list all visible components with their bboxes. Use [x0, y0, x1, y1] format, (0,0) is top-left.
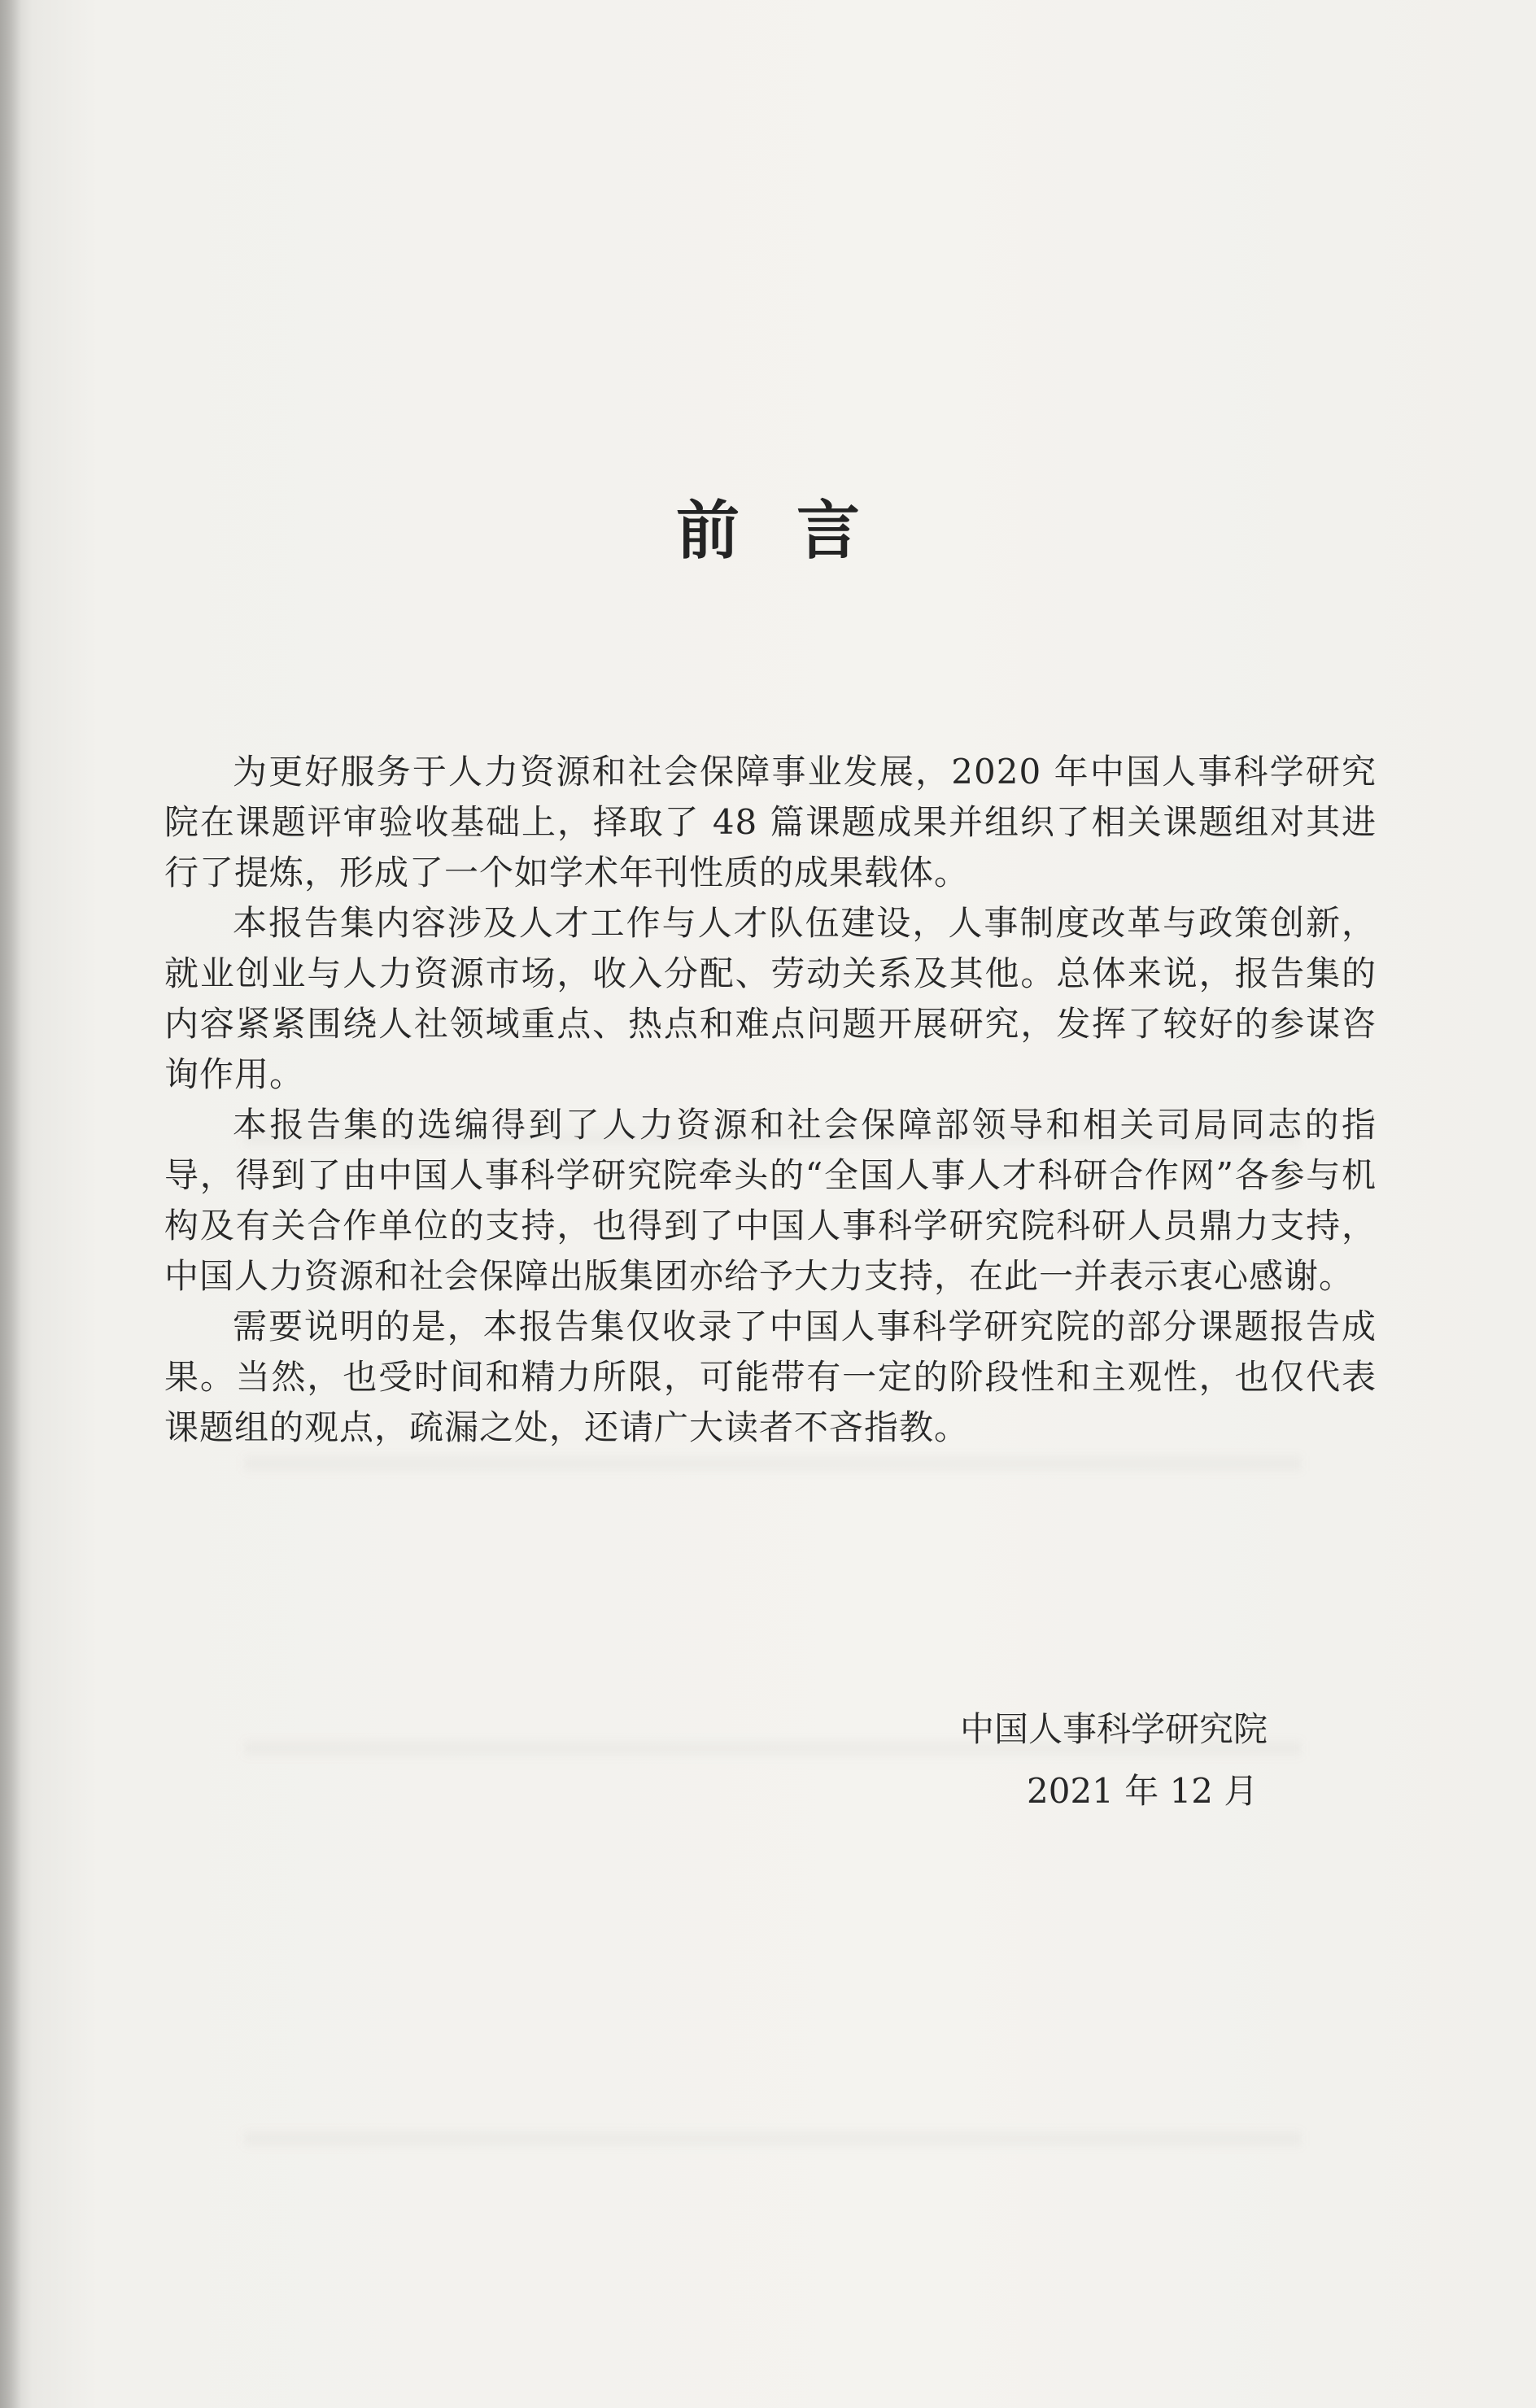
- signature-block: [960, 1699, 1302, 1822]
- paragraph-2: 本报告集内容涉及人才工作与人才队伍建设，人事制度改革与政策创新，就业创业与人力资源市场，收入分配、劳动关系及其他。总体来说，报告集的内容紧紧围绕人社领域重点、热点和难点问题开展研究，发挥了较好的参谋咨询作用。: [164, 903, 1377, 1094]
- paragraph-1: 为更好服务于人力资源和社会保障事业发展，2020 年中国人事科学研究院在课题评审验收基础上，择取了 48 篇课题成果并组织了相关课题组对其进行了提炼，形成了一个如学术年刊性质的成果载体。: [164, 752, 1377, 892]
- signature-date: 2021 年 12 月: [1027, 1771, 1259, 1811]
- page-gutter-shadow: [0, 0, 21, 2408]
- paragraph-3: 本报告集的选编得到了人力资源和社会保障部领导和相关司局同志的指导，得到了由中国人事科学研究院牵头的“全国人事人才科研合作网”各参与机构及有关合作单位的支持，也得到了中国人事科学研究院科研人员鼎力支持，中国人力资源和社会保障出版集团亦给予大力支持，在此一并表示衷心感谢。: [164, 1105, 1377, 1296]
- preface-body: [164, 747, 1377, 1453]
- show-through-mark: [244, 1456, 1302, 1471]
- paragraph-4: 需要说明的是，本报告集仅收录了中国人事科学研究院的部分课题报告成果。当然，也受时间和精力所限，可能带有一定的阶段性和主观性，也仅代表课题组的观点，疏漏之处，还请广大读者不吝指教。: [164, 1307, 1377, 1447]
- show-through-mark: [244, 2131, 1302, 2146]
- page-title: 前言: [675, 495, 917, 568]
- signature-organization: 中国人事科学研究院: [960, 1709, 1268, 1749]
